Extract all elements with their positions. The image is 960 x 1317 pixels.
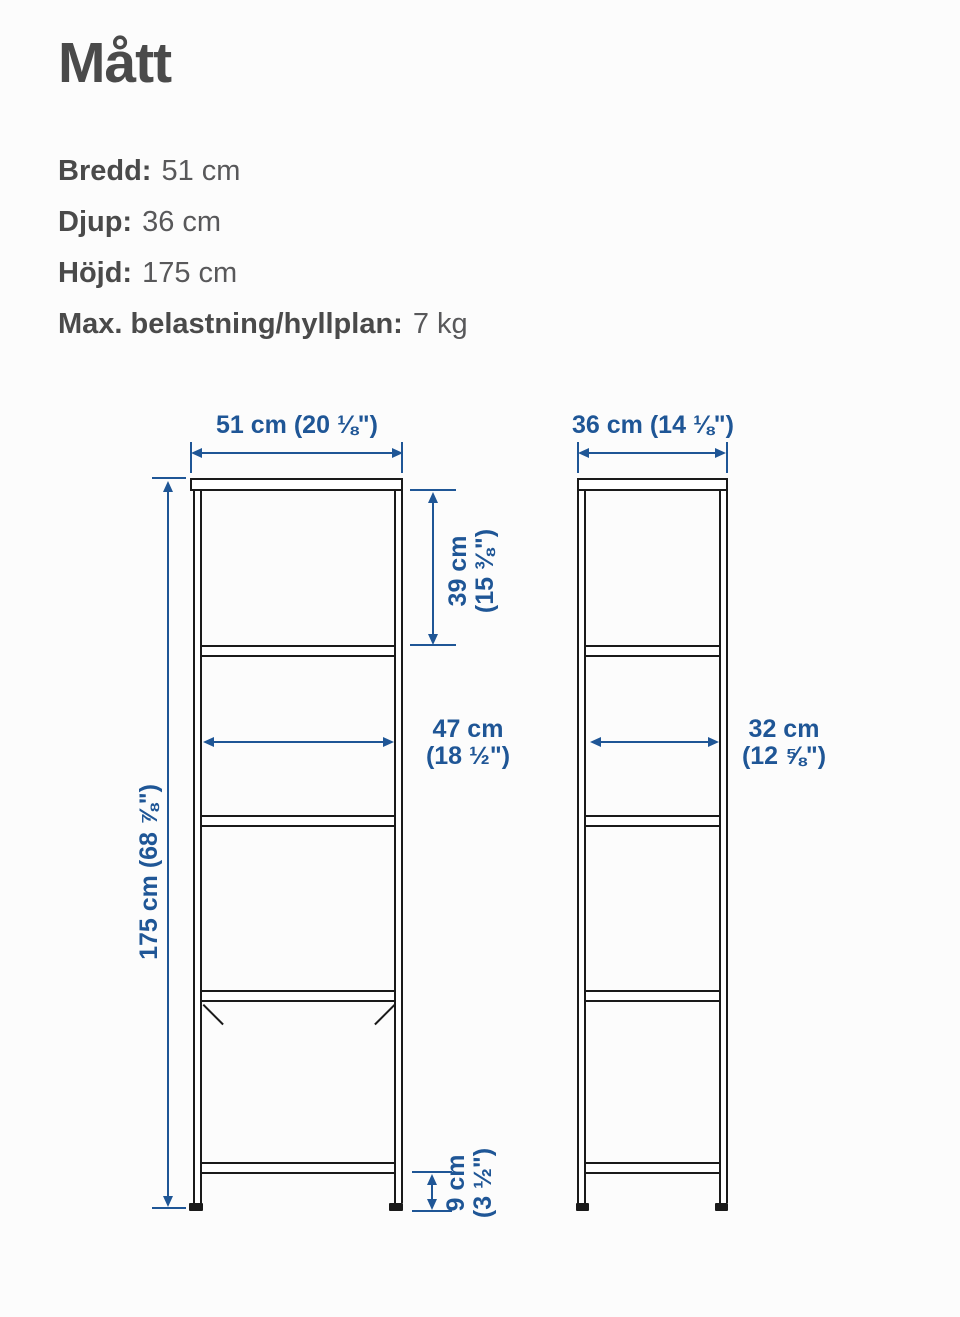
foot9-arrowhead-top <box>427 1174 437 1185</box>
spec-row-max-load <box>58 299 468 350</box>
front-shelf-3 <box>202 990 394 1002</box>
front-foot-left <box>189 1203 203 1211</box>
inner47-label-cm: 47 cm <box>432 715 504 743</box>
front-leg-right <box>394 491 403 1203</box>
shelf39-label-inch: (15 ⅜") <box>471 528 499 614</box>
spec-row-depth <box>58 197 468 248</box>
inner32-label <box>722 716 846 770</box>
shelf39-arrowhead-bottom <box>428 634 438 645</box>
height-arrowhead-bottom <box>163 1196 173 1207</box>
front-leg-left <box>193 491 202 1203</box>
side-foot-left <box>576 1203 589 1211</box>
side-shelf-4 <box>586 1162 719 1174</box>
front-shelf-1 <box>202 645 394 657</box>
shelf39-arrow-line <box>432 498 434 638</box>
spec-label: Djup: <box>58 206 133 238</box>
front-width-arrow-line <box>198 452 396 454</box>
side-shelf-3 <box>586 990 719 1002</box>
spec-value: 175 cm <box>142 257 238 289</box>
height-tick-bottom <box>152 1207 186 1209</box>
spec-value: 51 cm <box>161 155 241 187</box>
spec-label: Max. belastning/hyllplan: <box>58 308 403 340</box>
height-arrow-line <box>167 488 169 1198</box>
side-width-arrow-line <box>585 452 719 454</box>
front-shelf-4 <box>202 1162 394 1174</box>
inner47-arrow-line <box>207 741 389 743</box>
shelf39-label-cm: 39 cm <box>444 535 472 607</box>
foot9-arrowhead-bottom <box>427 1199 437 1210</box>
side-foot-right <box>715 1203 728 1211</box>
height-arrowhead-top <box>163 481 173 492</box>
side-top-panel <box>577 478 728 491</box>
inner32-label-inch: (12 ⅝") <box>741 742 827 770</box>
foot9-label-inch: (3 ½") <box>469 1147 497 1219</box>
spec-value: 7 kg <box>412 308 468 340</box>
inner47-label <box>403 716 533 770</box>
shelf39-arrowhead-top <box>428 492 438 503</box>
height-label: 175 cm (68 ⅞") <box>135 784 163 960</box>
side-leg-right <box>719 491 728 1203</box>
front-width-arrowhead-left <box>191 448 202 458</box>
shelf39-label <box>445 486 499 656</box>
side-width-arrowhead-left <box>578 448 589 458</box>
front-width-arrowhead-right <box>392 448 403 458</box>
front-brace-right <box>374 1004 395 1025</box>
side-width-arrowhead-right <box>715 448 726 458</box>
spec-label: Höjd: <box>58 257 133 289</box>
spec-value: 36 cm <box>142 206 222 238</box>
inner32-arrow-line <box>596 741 712 743</box>
front-width-label: 51 cm (20 ⅛") <box>216 411 378 439</box>
spec-list <box>58 146 468 350</box>
front-foot-right <box>389 1203 403 1211</box>
spec-label: Bredd: <box>58 155 152 187</box>
foot9-label-cm: 9 cm <box>442 1154 470 1212</box>
spec-row-width <box>58 146 468 197</box>
front-shelf-2 <box>202 815 394 827</box>
inner47-arrowhead-right <box>383 737 394 747</box>
inner32-arrowhead-left <box>590 737 601 747</box>
side-width-ext-right <box>726 442 728 473</box>
front-brace-left <box>203 1004 224 1025</box>
side-shelf-1 <box>586 645 719 657</box>
page-title: Mått <box>58 31 172 95</box>
spec-row-height <box>58 248 468 299</box>
inner47-label-inch: (18 ½") <box>425 742 511 770</box>
foot9-label <box>443 1113 497 1253</box>
side-leg-left <box>577 491 586 1203</box>
front-top-panel <box>190 478 403 491</box>
inner47-arrowhead-left <box>203 737 214 747</box>
inner32-label-cm: 32 cm <box>748 715 820 743</box>
side-shelf-2 <box>586 815 719 827</box>
inner32-arrowhead-right <box>708 737 719 747</box>
side-width-label: 36 cm (14 ⅛") <box>572 411 734 439</box>
height-tick-top <box>152 477 186 479</box>
